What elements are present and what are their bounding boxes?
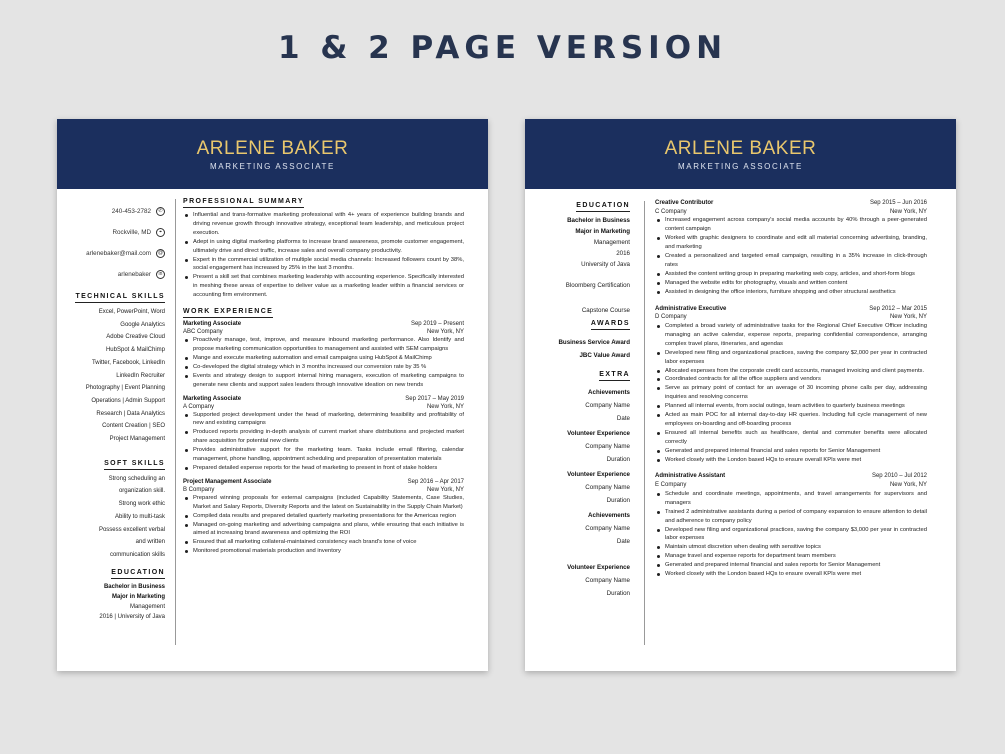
job-bullet: Generated and prepared internal financial and sales reports for Senior Management	[655, 561, 927, 570]
location-pin-icon: ⌖	[156, 228, 165, 237]
extra-line: Company Name	[585, 577, 630, 584]
job-entry	[183, 395, 464, 473]
contact-item	[57, 202, 165, 221]
job-location: New York, NY	[426, 486, 464, 493]
extra-title: Volunteer Experience	[567, 430, 630, 437]
job-bullet: Generated and prepared internal financial and sales reports for Senior Management	[655, 447, 927, 456]
job-entry	[655, 199, 927, 297]
contact-text: arlenebaker@mail.com	[86, 250, 151, 257]
education-list	[525, 215, 630, 270]
job-dates: Sep 2019 – Present	[410, 321, 464, 328]
column-divider	[175, 199, 176, 645]
technical-skill: Research | Data Analytics	[96, 410, 165, 417]
job-entry	[183, 478, 464, 556]
contact-item	[57, 244, 165, 263]
job-bullet: Monitored promotional materials production and inventory	[183, 547, 464, 556]
phone-icon: ✆	[156, 207, 165, 216]
job-subheader	[183, 403, 464, 411]
job-company: B Company	[183, 486, 215, 493]
job-bullet: Manage travel and expense reports for department team members	[655, 552, 927, 561]
job-title: Marketing Associate	[183, 395, 242, 402]
contact-text: arlenebaker	[117, 271, 151, 278]
soft-skill: organization skill.	[118, 488, 165, 495]
job-bullet: Developed new filing and organizational practices, saving the company $3,000 per year in contracted labor expenses	[655, 526, 927, 544]
headline: 1 & 2 PAGE VERSION	[277, 30, 728, 66]
job-location: New York, NY	[426, 329, 464, 336]
job-header	[655, 472, 927, 481]
job-bullet: Provides administrative support for the marketing team. Tasks include email filtering, calendar management, phone handling, appointment scheduling and preparation of presentation materials	[183, 446, 464, 464]
job-bullet: Ensured all internal benefits such as healthcare, dental and commuter benefits were allocated correctly	[655, 429, 927, 447]
job-bullets	[183, 494, 464, 556]
certification-list	[525, 280, 630, 316]
job-company: D Company	[655, 314, 687, 321]
job-bullets	[655, 490, 927, 579]
job-location: New York, NY	[426, 403, 464, 410]
header-banner	[525, 119, 956, 189]
job-bullet: Completed a broad variety of administrative tasks for the Regional Chief Executive Officer including managing an active calendar, expense reports, preparing confidential correspondence, arranging complex travel plans, itineraries, and agendas	[655, 322, 927, 349]
technical-skill: Google Analytics	[120, 321, 165, 328]
job-bullet: Prepared detailed expense reports for the head of marketing to present in front of stake holders	[183, 464, 464, 473]
contact-item	[57, 265, 165, 284]
job-dates: Sep 2016 – Apr 2017	[407, 478, 464, 485]
soft-skills-list	[57, 473, 165, 562]
job-bullet: Ensured that all marketing collateral-maintained consistency each brand's tone of voice	[183, 538, 464, 547]
candidate-title: MARKETING ASSOCIATE	[678, 162, 803, 171]
job-bullets	[183, 336, 464, 389]
job-title: Marketing Associate	[183, 321, 242, 328]
candidate-name: ARLENE BAKER	[196, 138, 349, 159]
job-bullet: Events and strategy design to support internal hiring managers, execution of marketing campaigns to generate new clients and support sales leaders through innovative ideation on new trends	[183, 372, 464, 390]
education-line: University of Java	[581, 261, 630, 268]
technical-skill: Excel, PowerPoint, Word	[98, 309, 165, 315]
technical-skill: Twitter, Facebook, LinkedIn	[91, 359, 165, 366]
contact-text: Rockville, MD	[112, 229, 151, 236]
job-subheader	[655, 208, 927, 217]
job-company: E Company	[655, 482, 687, 489]
column-divider	[644, 201, 645, 645]
job-bullet: Created a personalized and targeted email campaign, resulting in a 35% increase in click-through rates	[655, 252, 927, 270]
job-title: Administrative Assistant	[655, 473, 726, 480]
extra-line: Company Name	[585, 525, 630, 532]
job-header	[183, 320, 464, 328]
job-company: A Company	[183, 403, 215, 410]
at-sign-icon: @	[157, 250, 164, 256]
job-bullet: Supported project development under the head of marketing, determining feasibility and profitability of new and existing campaigns	[183, 411, 464, 429]
job-bullet: Serve as primary point of contact for an average of 30 incoming phone calls per day, addressing inquiries and resolving concerns	[655, 384, 927, 402]
summary-list	[183, 211, 464, 300]
award: Business Service Award	[558, 339, 630, 346]
job-dates: Sep 2015 – Jun 2016	[869, 200, 927, 206]
resume-page-two	[525, 119, 956, 671]
extra-item	[525, 562, 630, 600]
technical-skill: HubSpot & MailChimp	[105, 347, 165, 354]
work-heading: WORK EXPERIENCE	[183, 308, 464, 315]
job-title: Project Management Associate	[183, 478, 272, 485]
extra-item	[525, 510, 630, 548]
job-bullet: Mange and execute marketing automation and email campaigns using HubSpot & MailChimp	[183, 354, 464, 363]
soft-skill: communication skills	[109, 551, 165, 558]
technical-skills-heading: TECHNICAL SKILLS	[57, 293, 165, 303]
job-location: New York, NY	[889, 482, 927, 489]
job-bullet: Acted as main POC for all internal day-to-day HR queries. Including full cycle management of new employees on-boarding and off-boarding process	[655, 411, 927, 429]
extra-title: Achievements	[588, 389, 630, 396]
summary-bullet: Present a skill set that combines marketing leadership with accounting experience. Specifically interested in meshing these areas of expertise to deliver value as a marketing leader within a financial services or accounting firm environment.	[183, 273, 464, 300]
job-bullet: Planned all internal events, from social outings, team activities to quarterly business meetings	[655, 402, 927, 411]
job-bullet: Trained 2 administrative assistants during a period of company expansion to ensure attention to detail and adherence to company policy	[655, 508, 927, 526]
summary-bullet: Adept in using digital marketing platforms to increase brand awareness, promote customer engagement, ultimately drive and direct traffic, increase sales and overall company productivity.	[183, 238, 464, 256]
job-bullets	[183, 411, 464, 473]
summary-bullet: Expert in the commercial utilization of multiple social media channels: Increased followers count by 38%, social engagement has increased by 25% in the last 3 months.	[183, 256, 464, 274]
job-header	[655, 305, 927, 314]
job-subheader	[183, 328, 464, 336]
extra-item	[525, 428, 630, 466]
extra-heading: EXTRA	[525, 371, 630, 381]
education-line: Major in Marketing	[575, 228, 630, 235]
technical-skill: Adobe Creative Cloud	[106, 334, 165, 341]
education-heading: EDUCATION	[525, 202, 630, 212]
technical-skill: Project Management	[109, 436, 165, 443]
job-subheader	[655, 313, 927, 322]
technical-skills-list	[57, 306, 165, 446]
soft-skills-heading: SOFT SKILLS	[57, 460, 165, 470]
job-location: New York, NY	[889, 208, 927, 215]
job-bullet: Managed on-going marketing and advertising campaigns and plans, while ensuring that each initiative is aimed at increasing brand awareness and optimizing the ROI	[183, 521, 464, 539]
soft-skill: Strong scheduling an	[108, 475, 165, 482]
technical-skill: LinkedIn Recruiter	[116, 372, 165, 379]
job-dates: Sep 2010 – Jul 2012	[871, 473, 927, 480]
job-bullet: Worked with graphic designers to coordinate and edit all material concerning advertising, branding, and marketing	[655, 234, 927, 252]
technical-skill: Content Creation | SEO	[102, 423, 165, 430]
resume-page-one	[57, 119, 488, 671]
education-line: Management	[129, 603, 165, 610]
job-bullet: Worked closely with the London based HQs to ensure overall KPIs were met	[655, 570, 927, 579]
awards-heading: AWARDS	[525, 320, 630, 330]
award: JBC Value Award	[579, 352, 630, 359]
education-line: 2016	[616, 250, 630, 257]
job-bullet: Co-developed the digital strategy which in 3 months increased our conversion rate by 35 %	[183, 363, 464, 372]
job-bullet: Schedule and coordinate meetings, appointments, and travel arrangements for supervisors and managers	[655, 490, 927, 508]
extra-item	[525, 469, 630, 507]
contact-list	[57, 202, 165, 284]
extra-line: Duration	[606, 590, 630, 597]
contact-item	[57, 223, 165, 242]
job-bullets	[655, 322, 927, 465]
left-column	[57, 189, 175, 671]
job-header	[183, 478, 464, 486]
awards-list	[525, 337, 630, 362]
certification: Bloomberg Certification	[565, 282, 630, 289]
extra-line: Date	[616, 538, 630, 545]
job-entry	[183, 320, 464, 389]
education-heading: EDUCATION	[57, 569, 165, 579]
job-dates: Sep 2012 – Mar 2015	[869, 305, 927, 312]
candidate-title: MARKETING ASSOCIATE	[210, 162, 335, 171]
job-header	[183, 395, 464, 403]
job-bullet: Compiled data results and prepared detailed quarterly marketing presentations for the Americas region	[183, 512, 464, 521]
job-bullet: Developed new filing and organizational practices, saving the company $2,000 per year in contracted labor expenses	[655, 349, 927, 367]
job-header	[655, 199, 927, 208]
extra-item	[525, 387, 630, 425]
header-banner	[57, 119, 488, 189]
job-bullet: Maintain utmost discretion when dealing with sensitive topics	[655, 543, 927, 552]
job-bullet: Assisted the content writing group in preparing marketing web copy, articles, and short-form blogs	[655, 270, 927, 279]
education-line: 2016 | University of Java	[99, 613, 165, 620]
extra-title: Volunteer Experience	[567, 564, 630, 571]
job-bullets	[655, 216, 927, 296]
job-location: New York, NY	[889, 314, 927, 321]
education-line: Bachelor in Business	[567, 217, 630, 224]
soft-skill: Possess excellent verbal	[98, 526, 165, 533]
job-bullet: Proactively manage, test, improve, and measure inbound marketing performance. Also Identify and propose marketing communication opportunities to management and assisted with SEM campaigns	[183, 336, 464, 354]
summary-bullet: Influential and trans-formative marketing professional with 4+ years of experience building brands and driving revenue growth through innovative strategy, exceptional team leadership, and meticulous project execution.	[183, 211, 464, 238]
soft-skill: Strong work ethic	[118, 501, 165, 508]
soft-skill: Ability to multi-task	[114, 513, 165, 520]
candidate-name: ARLENE BAKER	[664, 138, 817, 159]
job-bullet: Prepared winning proposals for external campaigns (included Capability Statements, Case Studies, Market and Salary Reports, Diversity Reports and the latest on Sustainability in the Supply Chain Market)	[183, 494, 464, 512]
extra-line: Date	[616, 415, 630, 422]
education-line: Bachelor in Business	[103, 583, 165, 590]
extra-line: Company Name	[585, 443, 630, 450]
extra-title: Achievements	[588, 512, 630, 519]
technical-skill: Operations | Admin Support	[91, 397, 165, 404]
education-line: Major in Marketing	[111, 593, 165, 600]
job-title: Administrative Executive	[655, 305, 727, 312]
extra-list	[525, 387, 630, 600]
right-column	[655, 189, 927, 587]
job-subheader	[655, 481, 927, 490]
left-column	[525, 189, 630, 671]
job-entry	[655, 305, 927, 465]
right-column	[183, 189, 464, 561]
job-bullet: Coordinated contracts for all the office suppliers and vendors	[655, 375, 927, 384]
job-subheader	[183, 486, 464, 494]
job-company: ABC Company	[183, 329, 223, 336]
job-company: C Company	[655, 208, 687, 215]
job-dates: Sep 2017 – May 2019	[405, 395, 464, 402]
job-title: Creative Contributor	[655, 200, 714, 206]
extra-line: Duration	[606, 456, 630, 463]
work-experience-list	[183, 320, 464, 556]
technical-skill: Photography | Event Planning	[85, 385, 165, 392]
job-bullet: Produced reports providing in-depth analysis of current market share distributions and projected market share acquisition for potential new clients	[183, 428, 464, 446]
extra-title: Volunteer Experience	[567, 471, 630, 478]
certification: Capstone Course	[581, 307, 630, 314]
extra-line: Duration	[606, 497, 630, 504]
job-bullet: Assisted in designing the office interiors, furniture shopping and other structural aesthetics	[655, 288, 927, 297]
contact-text: 240-453-2782	[111, 208, 151, 215]
summary-heading: PROFESSIONAL SUMMARY	[183, 198, 464, 205]
education-list	[57, 582, 165, 622]
job-bullet: Allocated expenses from the corporate credit card accounts, managed invoicing and client payments.	[655, 367, 927, 376]
job-bullet: Managed the website edits for photography, visuals and written content	[655, 279, 927, 288]
work-experience-list	[655, 199, 927, 579]
linkedin-icon: in	[156, 270, 165, 279]
extra-line: Company Name	[585, 484, 630, 491]
job-bullet: Increased engagement across company's social media accounts by 40% through a peer-generated content campaign	[655, 216, 927, 234]
soft-skill: and written	[135, 539, 165, 546]
education-line: Management	[593, 239, 630, 246]
job-bullet: Worked closely with the London based HQs to ensure overall KPIs were met	[655, 456, 927, 465]
extra-line: Company Name	[585, 402, 630, 409]
job-entry	[655, 472, 927, 578]
